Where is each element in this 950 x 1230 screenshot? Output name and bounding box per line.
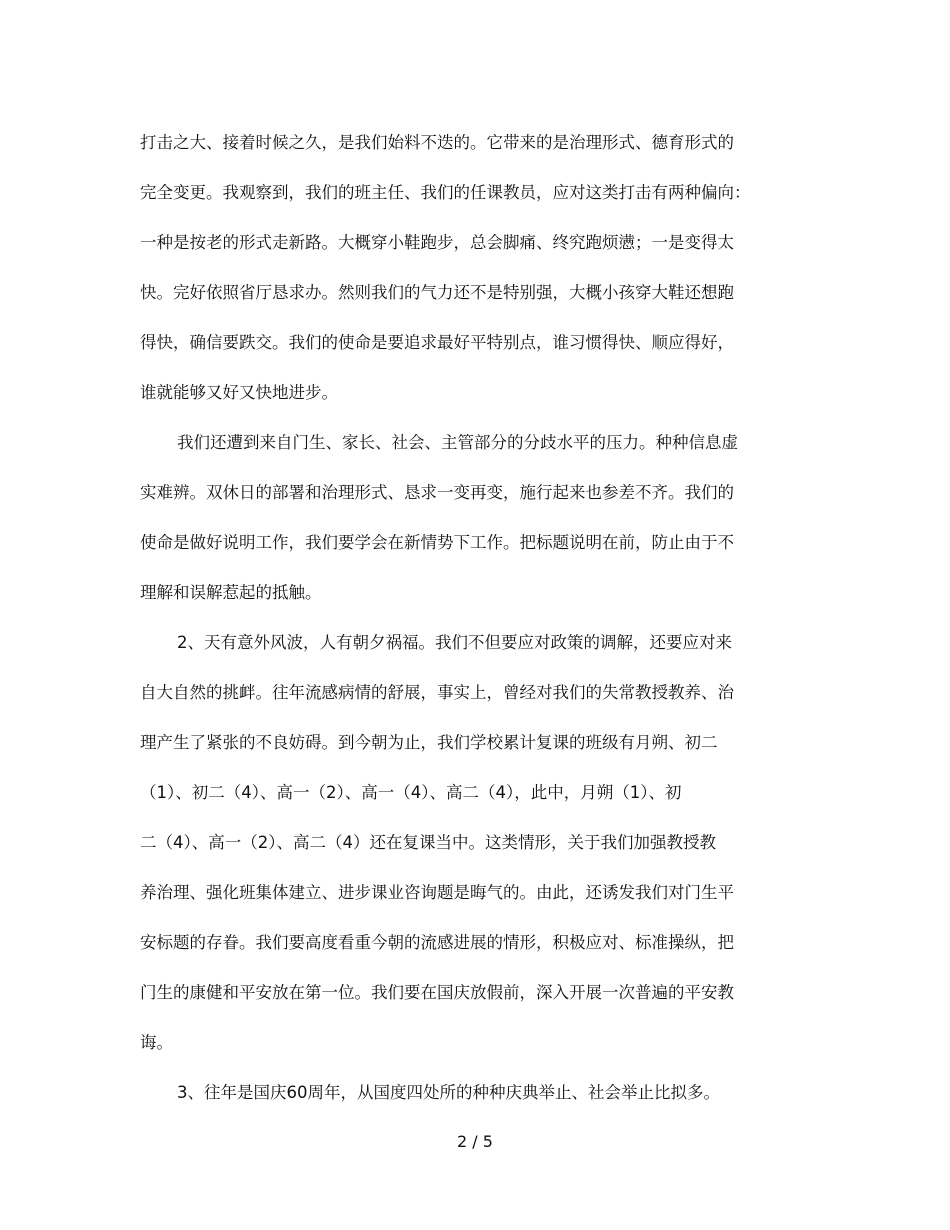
text-line: 3、往年是国庆60周年，从国度四处所的种种庆典举止、社会举止比拟多。 (177, 1083, 720, 1102)
text-line: 诲。 (140, 1033, 173, 1052)
text-line: 二（4）、高一（2）、高二（4）还在复课当中。这类情形，关于我们加强教授教 (140, 833, 716, 852)
text-line: 谁就能够又好又快地进步。 (140, 383, 338, 402)
text-line: 使命是做好说明工作，我们要学会在新情势下工作。把标题说明在前，防止由于不 (140, 533, 734, 552)
text-line: 得快，确信要跌交。我们的使命是要追求最好平特别点，谁习惯得快、顺应得好， (140, 333, 734, 352)
text-line: 门生的康健和平安放在第一位。我们要在国庆放假前，深入开展一次普遍的平安教 (140, 983, 734, 1002)
text-line: 理解和误解惹起的抵触。 (140, 583, 322, 602)
text-line: 完全变更。我观察到，我们的班主任、我们的任课教员，应对这类打击有两种偏向： (140, 183, 751, 202)
text-line: 理产生了紧张的不良妨碍。到今朝为止，我们学校累计复课的班级有月朔、初二 (140, 733, 718, 752)
text-line: 我们还遭到来自门生、家长、社会、主管部分的分歧水平的压力。种种信息虚 (177, 433, 738, 452)
text-line: 一种是按老的形式走新路。大概穿小鞋跑步，总会脚痛、终究跑烦懑；一是变得太 (140, 233, 734, 252)
text-line: （1）、初二（4）、高一（2）、高一（4）、高二（4），此中，月朔（1）、初 (140, 783, 682, 802)
text-line: 快。完好依照省厅恳求办。然则我们的气力还不是特别强，大概小孩穿大鞋还想跑 (140, 283, 734, 302)
text-line: 打击之大、接着时候之久，是我们始料不迭的。它带来的是治理形式、德育形式的 (140, 133, 734, 152)
text-line: 养治理、强化班集体建立、进步课业咨询题是晦气的。由此，还诱发我们对门生平 (140, 883, 734, 902)
text-line: 安标题的存眷。我们要高度看重今朝的流感进展的情形，积极应对、标准操纵，把 (140, 933, 734, 952)
page-number: 2 / 5 (457, 1132, 493, 1151)
text-line: 实难辨。双休日的部署和治理形式、恳求一变再变，施行起来也参差不齐。我们的 (140, 483, 734, 502)
text-line: 2、天有意外风波，人有朝夕祸福。我们不但要应对政策的调解，还要应对来 (177, 633, 732, 652)
text-line: 自大自然的挑衅。往年流感病情的舒展，事实上，曾经对我们的失常教授教养、治 (140, 683, 734, 702)
